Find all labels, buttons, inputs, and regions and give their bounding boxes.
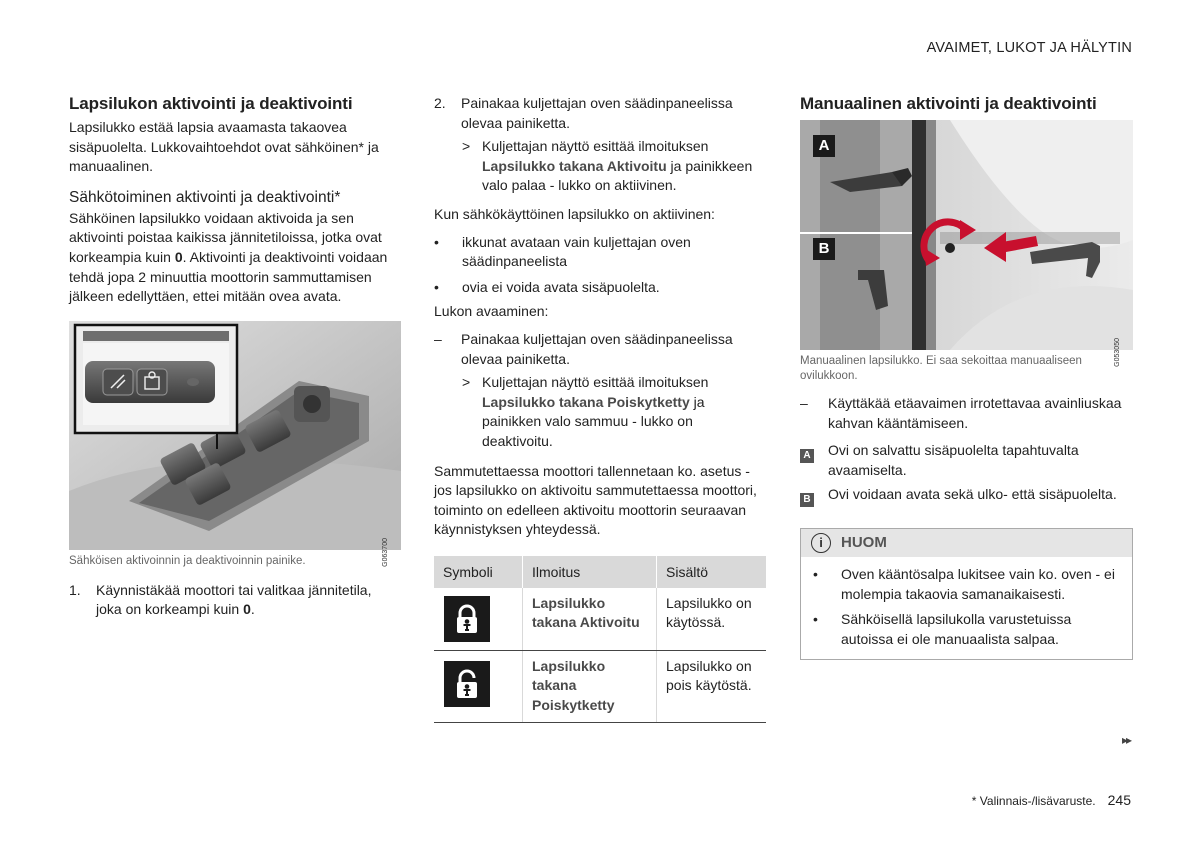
result-marker: >: [462, 374, 471, 391]
note-box: [800, 528, 1133, 660]
result-text: Kuljettajan näyttö esittää ilmoituksen Lapsilukko takana Poiskytketty ja painikken valo sammuu - lukko on deaktivoitu.: [482, 374, 709, 449]
child-lock-locked-icon: [444, 596, 490, 642]
footer: [972, 792, 1131, 808]
child-lock-unlocked-icon: [444, 661, 490, 707]
bullet-marker: •: [813, 565, 818, 582]
table-header: Ilmoitus: [523, 556, 657, 588]
state-item-a: [800, 441, 1133, 480]
figure-caption: Manuaalinen lapsilukko. Ei saa sekoittaa manuaaliseen ovilukkoon.: [800, 355, 1082, 382]
manual-lock-illustration: [800, 120, 1133, 350]
column-middle: [434, 94, 766, 723]
state-text: Ovi on salvattu sisäpuolelta tapahtuvalta avaamiselta.: [828, 442, 1079, 478]
state-text: Ovi voidaan avata sekä ulko- että sisäpuolelta.: [828, 486, 1117, 503]
message-cell: Lapsilukko takana Aktivoitu: [523, 588, 657, 651]
step-number: 1.: [69, 581, 81, 598]
table-header-row: [434, 556, 766, 588]
content-cell: Lapsilukko on käytössä.: [657, 588, 767, 651]
tag-cell: [800, 441, 828, 480]
bullet-text: ikkunat avataan vain kuljettajan oven säädinpaneelista: [462, 233, 691, 270]
dash-marker: –: [800, 395, 808, 411]
unlock-result: [462, 373, 766, 451]
note-header: [801, 529, 1132, 557]
step-1: [69, 581, 401, 620]
result-text: Kuljettajan näyttö esittää ilmoituksen Lapsilukko takana Aktivoitu ja painikkeen valo palaa - lukko on aktiivinen.: [482, 138, 753, 194]
step-number: 2.: [434, 95, 446, 111]
section-header: AVAIMET, LUKOT JA HÄLYTIN: [926, 40, 1132, 56]
dash-marker: –: [434, 330, 442, 347]
step-text: Painakaa kuljettajan oven säädinpaneelissa olevaa painiketta.: [461, 95, 733, 131]
subheading-electric: Sähkötoiminen aktivointi ja deaktivointi*: [69, 188, 341, 206]
electric-paragraph: Sähköinen lapsilukko voidaan aktivoida ja sen aktivointi poistaa kaikissa jännitetiloissa, jotka ovat korkeampia kuin 0. Aktivointi ja deaktivointi voidaan tehdä jopa 2 minuuttia moottorin sammuttamisen jälkeen edellyttäen, ettei mitään ovea avata.: [69, 209, 388, 305]
tag-cell: [800, 485, 828, 508]
tag-a: A: [800, 449, 814, 463]
active-intro: Kun sähkökäyttöinen lapsilukko on aktiivinen:: [434, 205, 715, 222]
tag-b: B: [800, 493, 814, 507]
unlock-title: Lukon avaaminen:: [434, 303, 549, 320]
table-header: Symboli: [434, 556, 523, 588]
symbol-cell: [434, 650, 523, 722]
door-panel-illustration: [69, 321, 401, 550]
step-text: Käyttäkää etäavaimen irrotettavaa avainliuskaa kahvan kääntämiseen.: [828, 395, 1122, 431]
figure-code: G063700: [382, 537, 389, 567]
figure-code: G053050: [1114, 338, 1121, 367]
message-cell: Lapsilukko takana Poiskytketty: [523, 650, 657, 722]
table-row: [434, 588, 766, 651]
manual-lock-figure: [800, 120, 1133, 367]
figure-label-b: B: [813, 238, 835, 260]
step-2: [434, 94, 766, 133]
figure-caption: Sähköisen aktivoinnin ja deaktivoinnin painike.: [69, 554, 306, 567]
figure-label-a: A: [813, 135, 835, 157]
section-heading: Lapsilukon aktivointi ja deaktivointi: [69, 94, 353, 113]
column-right: [800, 94, 1133, 660]
footnote: * Valinnais-/lisävaruste.: [971, 794, 1096, 808]
intro-paragraph: Lapsilukko estää lapsia avaamasta takaovea sisäpuolelta. Lukkovaihtoehdot ovat sähköinen* ja manuaalinen.: [69, 119, 379, 175]
content-cell: Lapsilukko on pois käytöstä.: [657, 650, 767, 722]
note-body: [801, 557, 1132, 659]
bullet-marker: •: [434, 278, 439, 295]
bullet-text: ovia ei voida avata sisäpuolelta.: [462, 278, 660, 295]
table-row: [434, 650, 766, 722]
save-paragraph: Sammutettaessa moottori tallennetaan ko. asetus - jos lapsilukko on aktivoitu sammutettaessa moottori, toiminto on edelleen aktivoitu moottorin seuraavan käynnistyksen yhteydessä.: [434, 462, 757, 538]
column-left: [69, 94, 401, 620]
unlock-step: [434, 330, 766, 369]
result-marker: >: [462, 138, 471, 155]
bullet-marker: •: [813, 611, 818, 628]
list-item: [813, 610, 1120, 649]
info-icon: i: [811, 533, 831, 553]
list-item: [813, 565, 1120, 604]
bullet-text: Oven kääntösalpa lukitsee vain ko. oven - ei molempia takaovia samanaikaisesti.: [841, 565, 1115, 602]
manual-step: [800, 394, 1133, 433]
step-text: Käynnistäkää moottori tai valitkaa jännitetila, joka on korkeampi kuin 0.: [96, 581, 372, 618]
state-item-b: [800, 485, 1133, 508]
note-title: HUOM: [841, 534, 887, 552]
list-item: [434, 278, 766, 298]
table-header: Sisältö: [657, 556, 767, 588]
bullet-text: Sähköisellä lapsilukolla varustetuissa autoissa ei ole manuaalista salpaa.: [841, 611, 1072, 647]
symbol-cell: [434, 588, 523, 651]
step-2-result: [462, 137, 766, 196]
double-arrow-right-icon: ▸▸: [1121, 733, 1130, 747]
list-item: [434, 233, 766, 272]
manual-heading: Manuaalinen aktivointi ja deaktivointi: [800, 94, 1097, 113]
bullet-marker: •: [434, 233, 439, 250]
unlock-text: Painakaa kuljettajan oven säädinpaneelissa olevaa painiketta.: [461, 330, 733, 367]
symbol-table: [434, 556, 766, 723]
page-number: 245: [1107, 792, 1131, 808]
